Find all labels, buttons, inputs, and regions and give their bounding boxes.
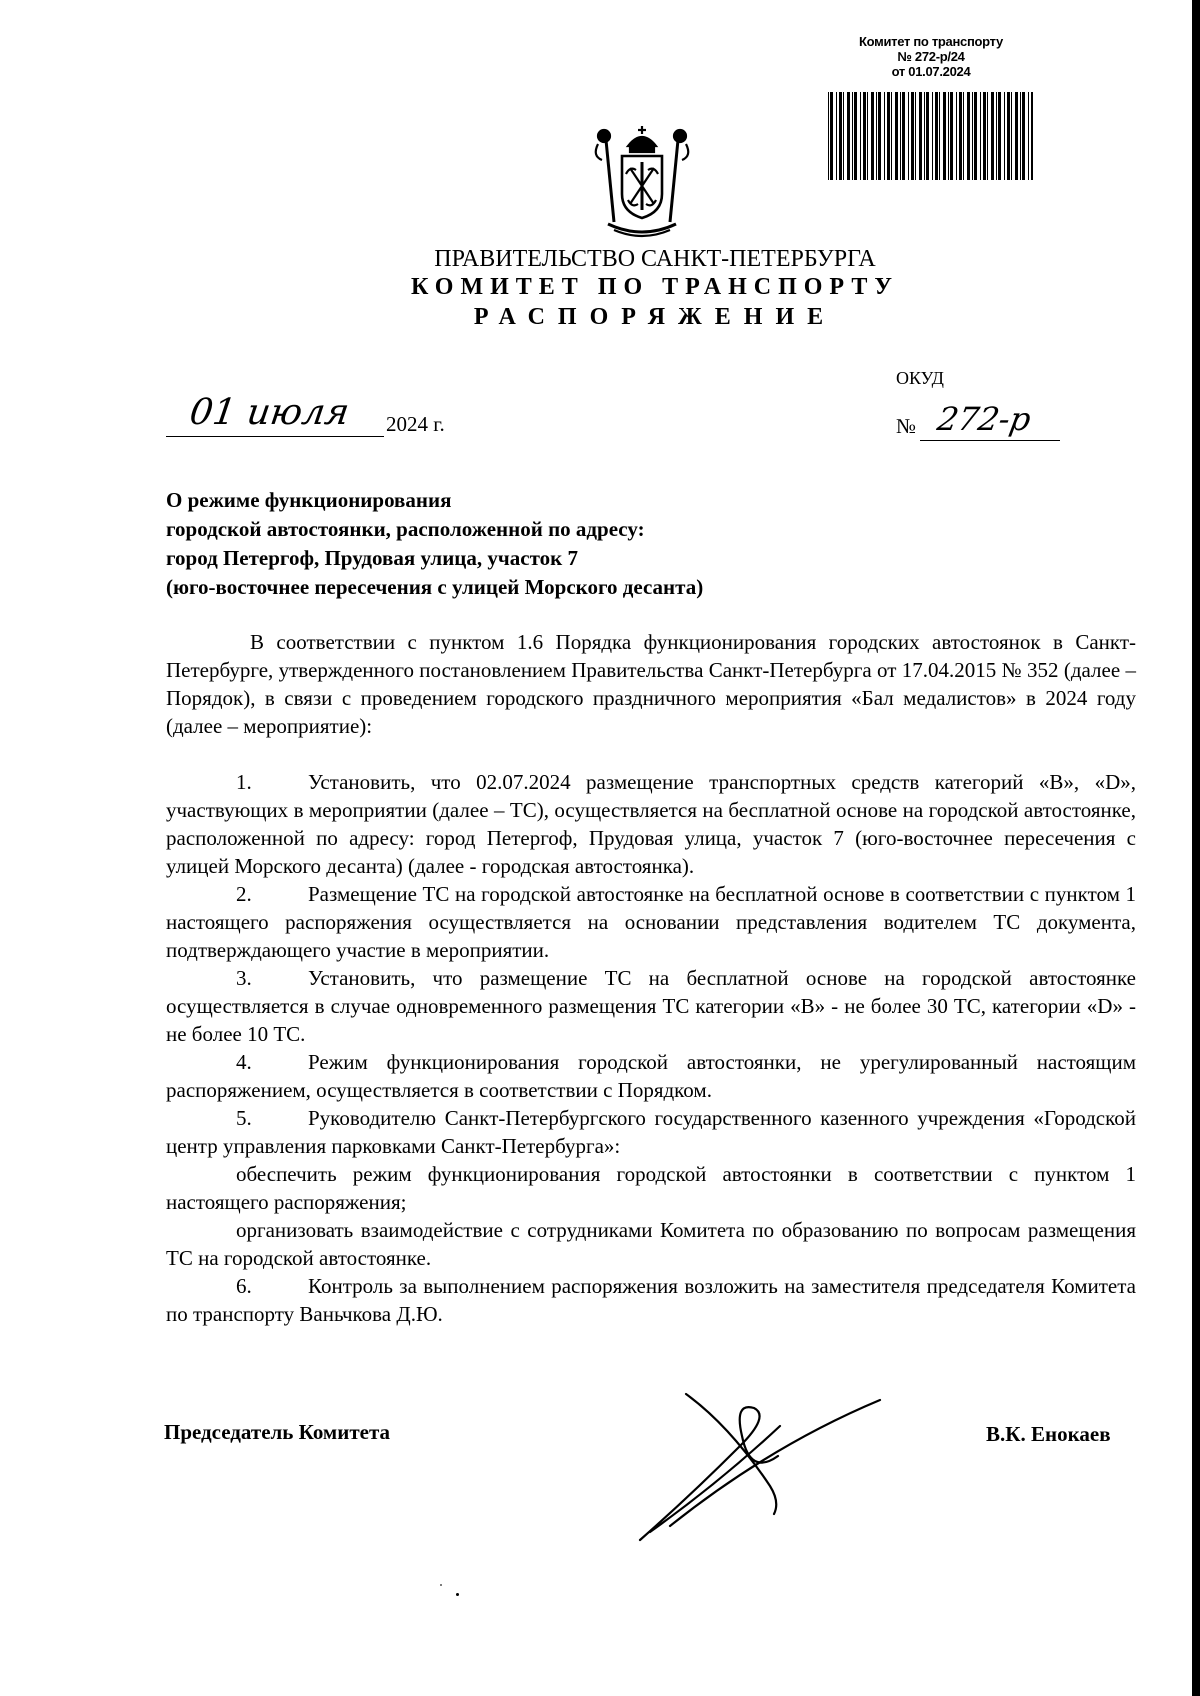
- document-type-heading: РАСПОРЯЖЕНИЕ: [473, 304, 837, 330]
- date-year: 2024 г.: [386, 412, 445, 436]
- number-underline: [920, 440, 1060, 441]
- government-heading: ПРАВИТЕЛЬСТВО САНКТ-ПЕТЕРБУРГА: [434, 246, 876, 272]
- spb-coat-of-arms-icon: [592, 126, 692, 238]
- item-number: 3.: [236, 966, 252, 990]
- item-text: Руководителю Санкт-Петербургского государственного казенного учреждения «Городской центр управления парковками Санкт-Петербурга»:: [166, 1106, 1136, 1158]
- registration-stamp: [826, 34, 1036, 79]
- scan-speck: [440, 1584, 442, 1586]
- item-text: Режим функционирования городской автостоянки, не урегулированный настоящим распоряжением, осуществляется в соответствии с Порядком.: [166, 1050, 1136, 1102]
- handwritten-signature-icon: [630, 1386, 890, 1546]
- stamp-line-3: от 01.07.2024: [891, 64, 971, 79]
- document-body: [166, 628, 1136, 1328]
- document-title: [166, 486, 703, 602]
- item-number: 1.: [236, 770, 252, 794]
- item-number: 2.: [236, 882, 252, 906]
- item-2: [166, 880, 1136, 964]
- item-text: Контроль за выполнением распоряжения возложить на заместителя председателя Комитета по транспорту Ваньчкова Д.Ю.: [166, 1274, 1136, 1326]
- item-1: [166, 768, 1136, 880]
- item-4: [166, 1048, 1136, 1104]
- item-5: [166, 1104, 1136, 1160]
- subitem-1: обеспечить режим функционирования городской автостоянки в соответствии с пунктом 1 настоящего распоряжения;: [166, 1162, 1136, 1214]
- date-underline: [166, 436, 384, 437]
- number-sign: №: [896, 414, 917, 438]
- date-handwritten: 01 июля: [187, 392, 352, 433]
- number-handwritten: 272-р: [934, 400, 1034, 438]
- item-number: 4.: [236, 1050, 252, 1074]
- signatory-role: Председатель Комитета: [164, 1420, 391, 1444]
- stamp-line-2: № 272-р/24: [897, 49, 965, 64]
- title-line: О режиме функционирования: [166, 488, 452, 512]
- item-6: [166, 1272, 1136, 1328]
- item-3: [166, 964, 1136, 1048]
- barcode-icon: [828, 92, 1033, 180]
- item-text: Установить, что размещение ТС на бесплатной основе на городской автостоянке осуществляется в случае одновременного размещения ТС категории «В» - не более 30 ТС, категории «D» - не более 10 ТС.: [166, 966, 1136, 1046]
- title-line: городской автостоянки, расположенной по адресу:: [166, 517, 645, 541]
- item-number: 5.: [236, 1106, 252, 1130]
- committee-heading: КОМИТЕТ ПО ТРАНСПОРТУ: [411, 274, 899, 300]
- item-text: Размещение ТС на городской автостоянке на бесплатной основе в соответствии с пунктом 1 настоящего распоряжения осуществляется на основании представления водителем ТС документа, подтверждающего участие в мероприятии.: [166, 882, 1136, 962]
- preamble: В соответствии с пунктом 1.6 Порядка функционирования городских автостоянок в Санкт-Петербурге, утвержденного постановлением Правительства Санкт-Петербурга от 17.04.2015 № 352 (далее – Порядок), в связи с проведением городского праздничного мероприятия «Бал медалистов» в 2024 году (далее – мероприятие):: [166, 630, 1136, 738]
- okud-label: ОКУД: [896, 368, 944, 388]
- stamp-line-1: Комитет по транспорту: [859, 34, 1003, 49]
- scan-speck: [456, 1593, 459, 1596]
- subitem-2: организовать взаимодействие с сотрудниками Комитета по образованию по вопросам размещения ТС на городской автостоянке.: [166, 1218, 1136, 1270]
- item-text: Установить, что 02.07.2024 размещение транспортных средств категорий «В», «D», участвующих в мероприятии (далее – ТС), осуществляется на бесплатной основе на городской автостоянке, расположенной по адресу: город Петергоф, Прудовая улица, участок 7 (юго-восточнее пересечения с улицей Морского десанта) (далее - городская автостоянка).: [166, 770, 1136, 878]
- title-line: (юго-восточнее пересечения с улицей Морского десанта): [166, 575, 704, 599]
- signatory-name: В.К. Енокаев: [986, 1422, 1111, 1446]
- title-line: город Петергоф, Прудовая улица, участок 7: [166, 546, 578, 570]
- item-number: 6.: [236, 1274, 252, 1298]
